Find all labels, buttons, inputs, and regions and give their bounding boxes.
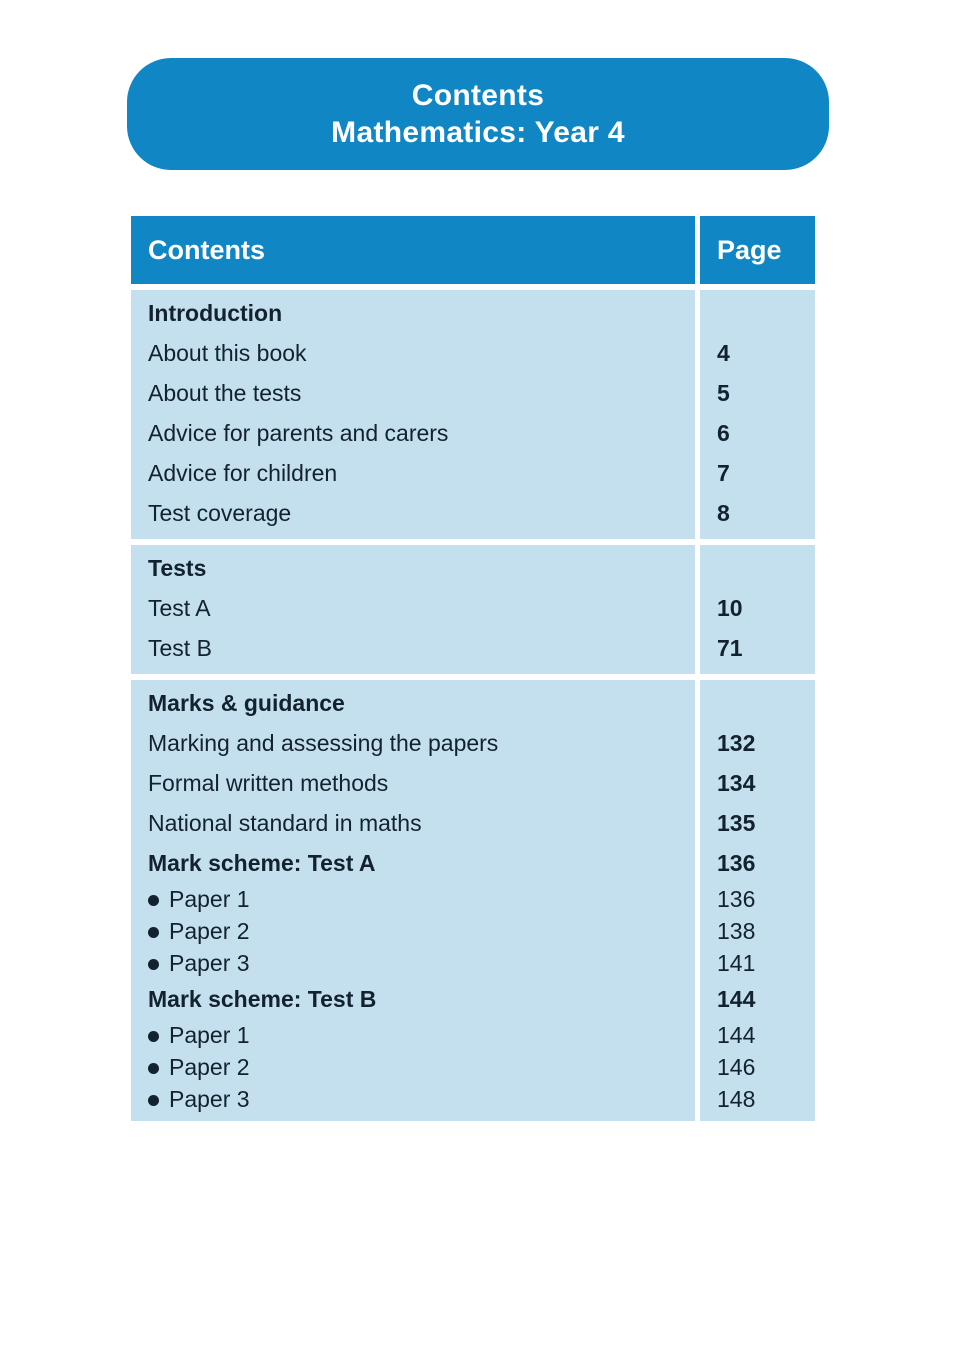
contents-table [131,216,815,1121]
toc-row-label: Paper 3 [169,1086,250,1112]
header-contents: Contents [131,216,695,284]
toc-row-page: 8 [700,493,815,539]
toc-row-page: 5 [700,373,815,413]
bullet-icon [148,927,159,938]
toc-bullet-label-cell [131,1051,695,1083]
toc-row-page: 4 [700,333,815,373]
section-heading: Marks & guidance [131,680,695,723]
section-heading: Tests [131,545,695,588]
toc-row-page: 7 [700,453,815,493]
toc-bullet-label-cell [131,883,695,915]
bullet-icon [148,959,159,970]
mark-scheme-label: Mark scheme: Test A [131,843,695,883]
section-marks-guidance [131,680,815,1121]
toc-row-label: About this book [131,333,695,373]
toc-bullet-label-cell [131,915,695,947]
bullet-icon [148,1063,159,1074]
toc-row-page: 10 [700,588,815,628]
toc-bullet-label-cell [131,947,695,979]
section-heading: Introduction [131,290,695,333]
toc-row-page: 135 [700,803,815,843]
toc-row-page: 134 [700,763,815,803]
banner-subtitle: Mathematics: Year 4 [331,116,625,149]
banner-title: Contents [411,79,545,112]
header-page: Page [700,216,815,284]
toc-row-page: 141 [700,947,815,979]
toc-row-label: Test coverage [131,493,695,539]
toc-row-label: Advice for parents and carers [131,413,695,453]
toc-row-page: 6 [700,413,815,453]
bullet-icon [148,1095,159,1106]
mark-scheme-page: 136 [700,843,815,883]
toc-row-label: Paper 1 [169,886,250,912]
section-heading-page [700,545,815,588]
mark-scheme-page: 144 [700,979,815,1019]
toc-row-label: Formal written methods [131,763,695,803]
toc-row-label: Marking and assessing the papers [131,723,695,763]
toc-row-page: 146 [700,1051,815,1083]
bullet-icon [148,1031,159,1042]
toc-row-page: 132 [700,723,815,763]
toc-row-label: Paper 1 [169,1022,250,1048]
toc-row-label: About the tests [131,373,695,413]
mark-scheme-label: Mark scheme: Test B [131,979,695,1019]
section-introduction [131,290,815,539]
toc-row-page: 144 [700,1019,815,1051]
toc-bullet-label-cell [131,1019,695,1051]
toc-row-label: Paper 3 [169,950,250,976]
bullet-icon [148,895,159,906]
toc-bullet-label-cell [131,1083,695,1121]
section-heading-page [700,680,815,723]
section-tests [131,545,815,674]
section-heading-page [700,290,815,333]
table-header-row [131,216,815,284]
toc-row-label: Advice for children [131,453,695,493]
toc-row-label: National standard in maths [131,803,695,843]
toc-row-label: Paper 2 [169,918,250,944]
toc-row-page: 148 [700,1083,815,1121]
toc-row-page: 136 [700,883,815,915]
toc-row-label: Test B [131,628,695,674]
toc-row-page: 71 [700,628,815,674]
toc-row-page: 138 [700,915,815,947]
toc-row-label: Test A [131,588,695,628]
title-banner [127,58,829,170]
toc-row-label: Paper 2 [169,1054,250,1080]
